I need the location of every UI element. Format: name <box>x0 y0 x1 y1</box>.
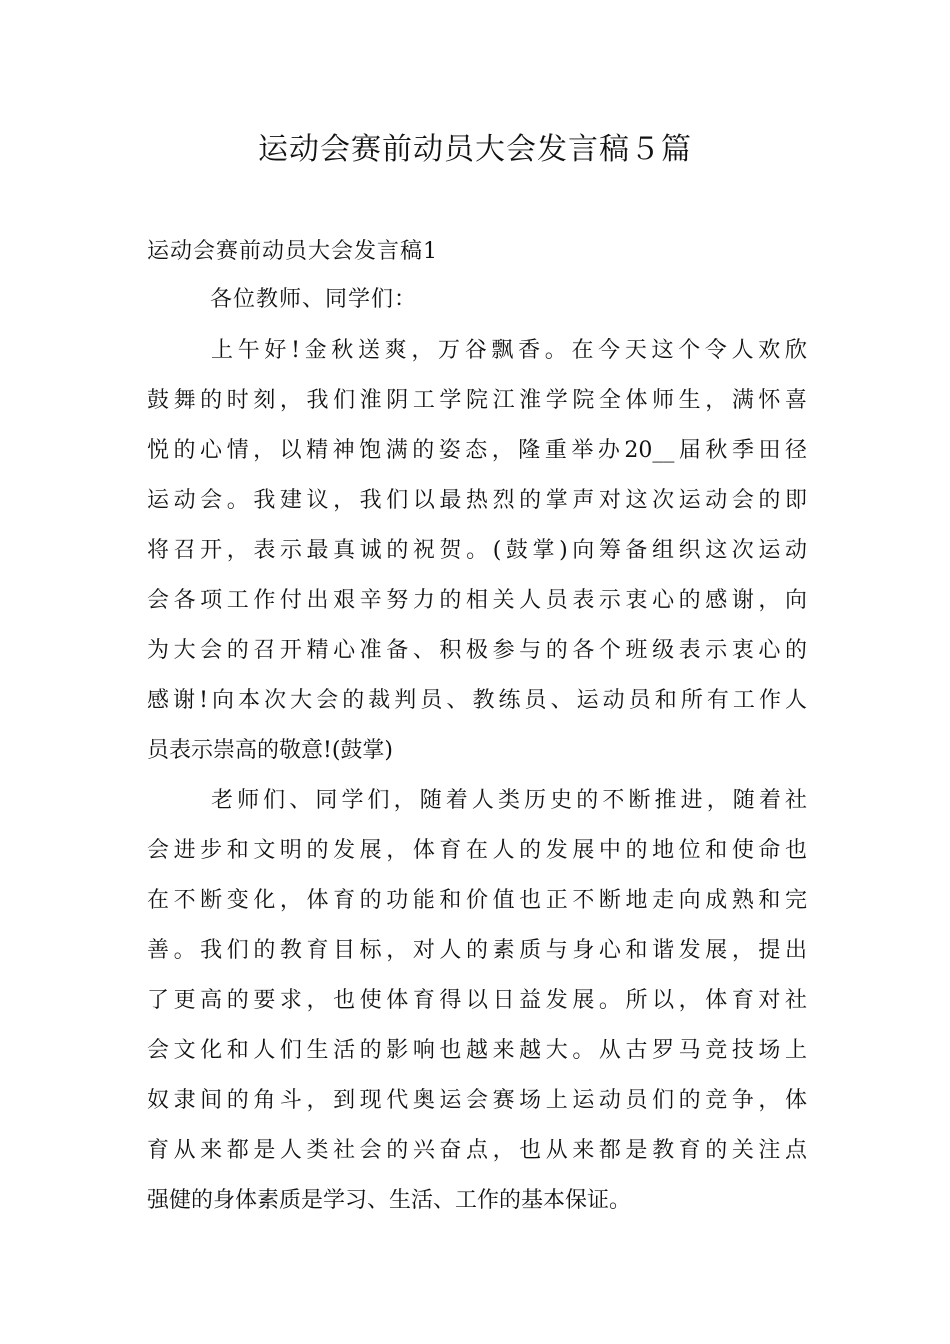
paragraph-line: 悦的心情，以精神饱满的姿态，隆重举办20__届秋季田径 <box>147 438 807 463</box>
paragraph-line: 强健的身体素质是学习、生活、工作的基本保证。 <box>147 1188 632 1213</box>
paragraph-line: 会各项工作付出艰辛努力的相关人员表示衷心的感谢，向 <box>147 588 807 613</box>
paragraph-line: 员表示崇高的敬意!(鼓掌) <box>147 738 394 763</box>
paragraph-line: 善。我们的教育目标，对人的素质与身心和谐发展，提出 <box>147 938 807 963</box>
paragraph-line: 老师们、同学们，随着人类历史的不断推进，随着社 <box>211 788 807 813</box>
paragraph-line: 育从来都是人类社会的兴奋点，也从来都是教育的关注点 <box>147 1138 807 1163</box>
paragraph-line: 了更高的要求，也使体育得以日益发展。所以，体育对社 <box>147 988 807 1013</box>
paragraph-line: 会进步和文明的发展，体育在人的发展中的地位和使命也 <box>147 838 807 863</box>
paragraph-2 <box>147 776 807 1226</box>
document-title: 运动会赛前动员大会发言稿５篇 <box>258 132 692 167</box>
paragraph-line: 感谢!向本次大会的裁判员、教练员、运动员和所有工作人 <box>147 688 807 713</box>
paragraph-line: 鼓舞的时刻，我们淮阴工学院江淮学院全体师生，满怀喜 <box>147 388 807 413</box>
paragraph-line: 为大会的召开精心准备、积极参与的各个班级表示衷心的 <box>147 638 807 663</box>
paragraph-line: 运动会。我建议，我们以最热烈的掌声对这次运动会的即 <box>147 488 807 513</box>
paragraph-line: 上午好!金秋送爽，万谷飘香。在今天这个令人欢欣 <box>211 338 807 363</box>
section-heading: 运动会赛前动员大会发言稿1 <box>147 239 438 264</box>
paragraph-line: 将召开，表示最真诚的祝贺。(鼓掌)向筹备组织这次运动 <box>147 538 807 563</box>
paragraph-line: 在不断变化，体育的功能和价值也正不断地走向成熟和完 <box>147 888 807 913</box>
paragraph-1 <box>147 326 807 776</box>
paragraph-line: 会文化和人们生活的影响也越来越大。从古罗马竞技场上 <box>147 1038 807 1063</box>
greeting: 各位教师、同学们： <box>210 287 418 312</box>
paragraph-line: 奴隶间的角斗，到现代奥运会赛场上运动员们的竞争，体 <box>147 1088 807 1113</box>
